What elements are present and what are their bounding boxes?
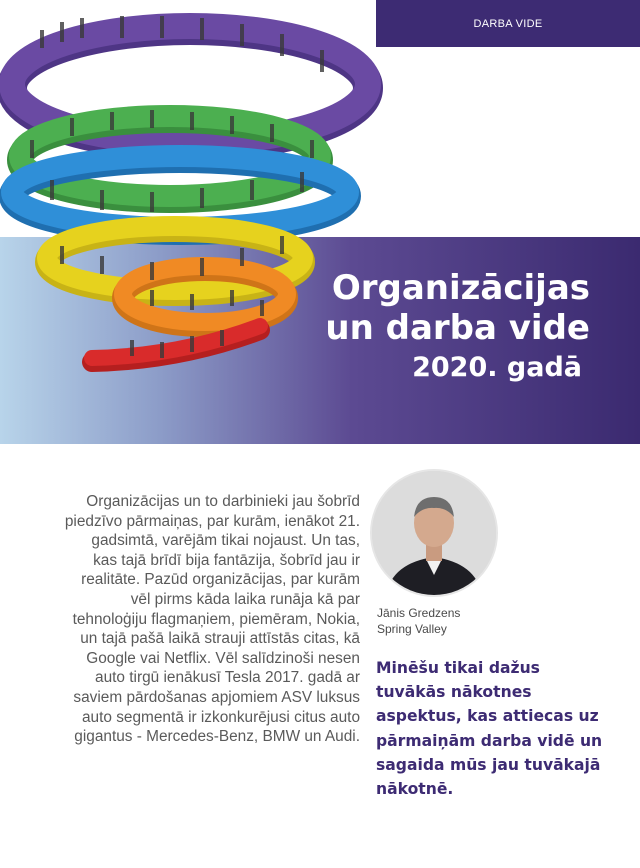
section-tag: DARBA VIDE [376, 0, 640, 47]
author-portrait [370, 469, 498, 597]
headline-line-3: 2020. gadā [412, 352, 582, 384]
author-organization: Spring Valley [377, 622, 447, 636]
headline [300, 268, 600, 384]
person-icon [372, 471, 496, 595]
author-name: Jānis Gredzens [377, 606, 461, 620]
headline-line-1: Organizācijas [331, 268, 590, 308]
headline-line-2: un darba vide [325, 308, 590, 349]
pull-quote: Minēšu tikai dažus tuvākās nākotnes aspektus, kas attiecas uz pārmaiņām darba vidē un sagaida mūs jau tuvākajā nākotnē. [376, 659, 603, 799]
article-body: Organizācijas un to darbinieki jau šobrīd piedzīvo pārmaiņas, par kurām, ienākot 21. gadsimtā, varējām tikai nojaust. Un tas, kas tajā brīdī bija fantāzija, šobrīd jau ir realitāte. Pazūd organizācijas, par kurām vēl pirms kāda laika runāja kā par tehnoloģiju flagmaņiem, piemēram, Nokia, un tajā pašā laikā strauji attīstās citas, kā Google vai Netflix. Vēl salīdzinoši nesen auto tirgū ienākusī Tesla 2017. gadā ar saviem pārdošanas apjomiem ASV luksus auto segmentā ir izkonkurējusi citus auto gigantus - Mercedes-Benz, BMW un Audi. [64, 493, 360, 746]
